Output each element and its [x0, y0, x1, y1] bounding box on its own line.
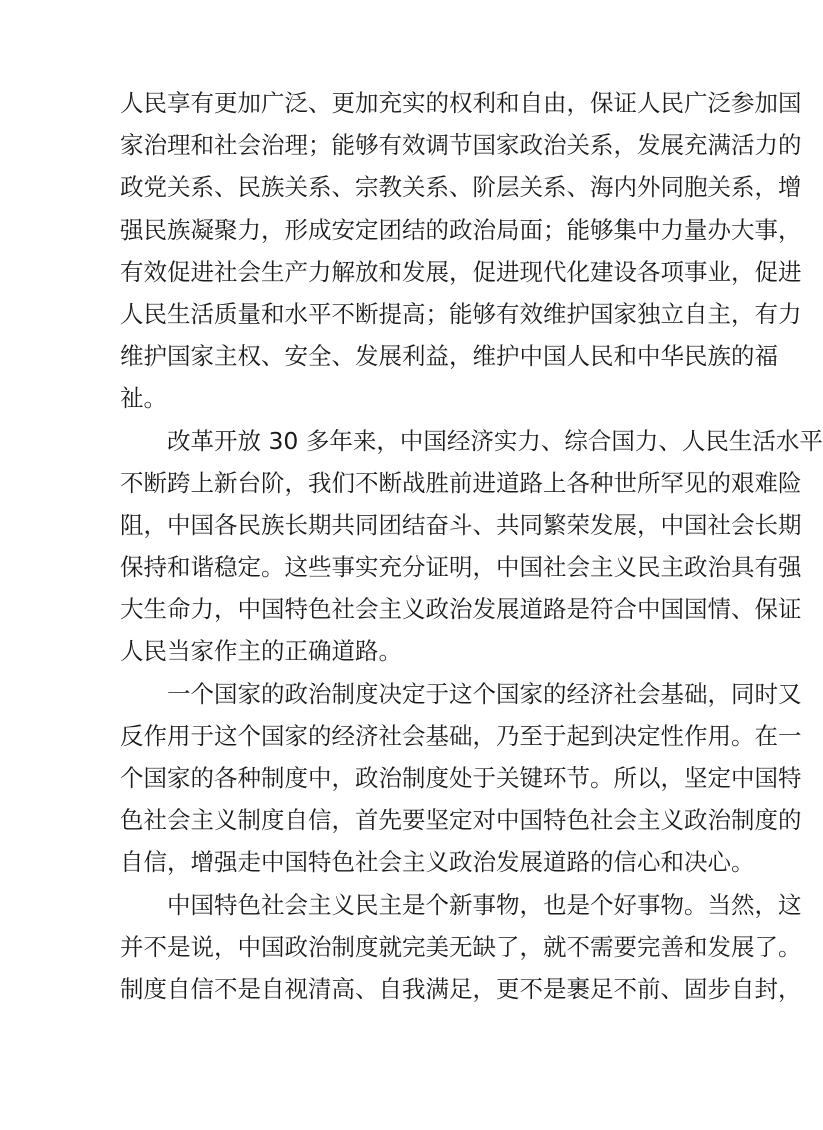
- text-line: 色社会主义制度自信，首先要坚定对中国特色社会主义政治制度的: [120, 806, 802, 835]
- text-line-first: 改革开放 30 多年来，中国经济实力、综合国力、人民生活水平: [167, 426, 823, 455]
- text-line: 大生命力，中国特色社会主义政治发展道路是符合中国国情、保证: [120, 595, 802, 624]
- text-line-first: 一个国家的政治制度决定于这个国家的经济社会基础，同时又: [167, 679, 802, 708]
- text-line: 制度自信不是自视清高、自我满足，更不是裹足不前、固步自封，: [120, 974, 802, 1003]
- paragraph-1: [120, 82, 802, 420]
- text-line: 阻，中国各民族长期共同团结奋斗、共同繁荣发展，中国社会长期: [120, 510, 802, 539]
- document-page: [120, 82, 823, 1010]
- text-line: 家治理和社会治理；能够有效调节国家政治关系，发展充满活力的: [120, 131, 802, 160]
- text-line: 祉。: [120, 384, 167, 413]
- text-line: 不断跨上新台阶，我们不断战胜前进道路上各种世所罕见的艰难险: [120, 468, 802, 497]
- text-line: 人民生活质量和水平不断提高；能够有效维护国家独立自主，有力: [120, 299, 802, 328]
- paragraph-2: [120, 420, 823, 673]
- text-line: 有效促进社会生产力解放和发展，促进现代化建设各项事业，促进: [120, 257, 802, 286]
- text-line: 维护国家主权、安全、发展利益，维护中国人民和中华民族的福: [120, 342, 778, 371]
- text-line: 自信，增强走中国特色社会主义政治发展道路的信心和决心。: [120, 848, 755, 877]
- text-line: 并不是说，中国政治制度就完美无缺了，就不需要完善和发展了。: [120, 932, 802, 961]
- text-line-first: 中国特色社会主义民主是个新事物，也是个好事物。当然，这: [167, 890, 802, 919]
- text-line: 强民族凝聚力，形成安定团结的政治局面；能够集中力量办大事，: [120, 215, 802, 244]
- paragraph-4: [120, 884, 802, 1011]
- text-line: 政党关系、民族关系、宗教关系、阶层关系、海内外同胞关系，增: [120, 173, 802, 202]
- text-line: 保持和谐稳定。这些事实充分证明，中国社会主义民主政治具有强: [120, 553, 802, 582]
- text-line: 人民当家作主的正确道路。: [120, 637, 402, 666]
- text-line: 个国家的各种制度中，政治制度处于关键环节。所以，坚定中国特: [120, 764, 802, 792]
- text-line: 反作用于这个国家的经济社会基础，乃至于起到决定性作用。在一: [120, 721, 802, 750]
- text-line: 人民享有更加广泛、更加充实的权利和自由，保证人民广泛参加国: [120, 89, 802, 117]
- paragraph-3: [120, 673, 802, 884]
